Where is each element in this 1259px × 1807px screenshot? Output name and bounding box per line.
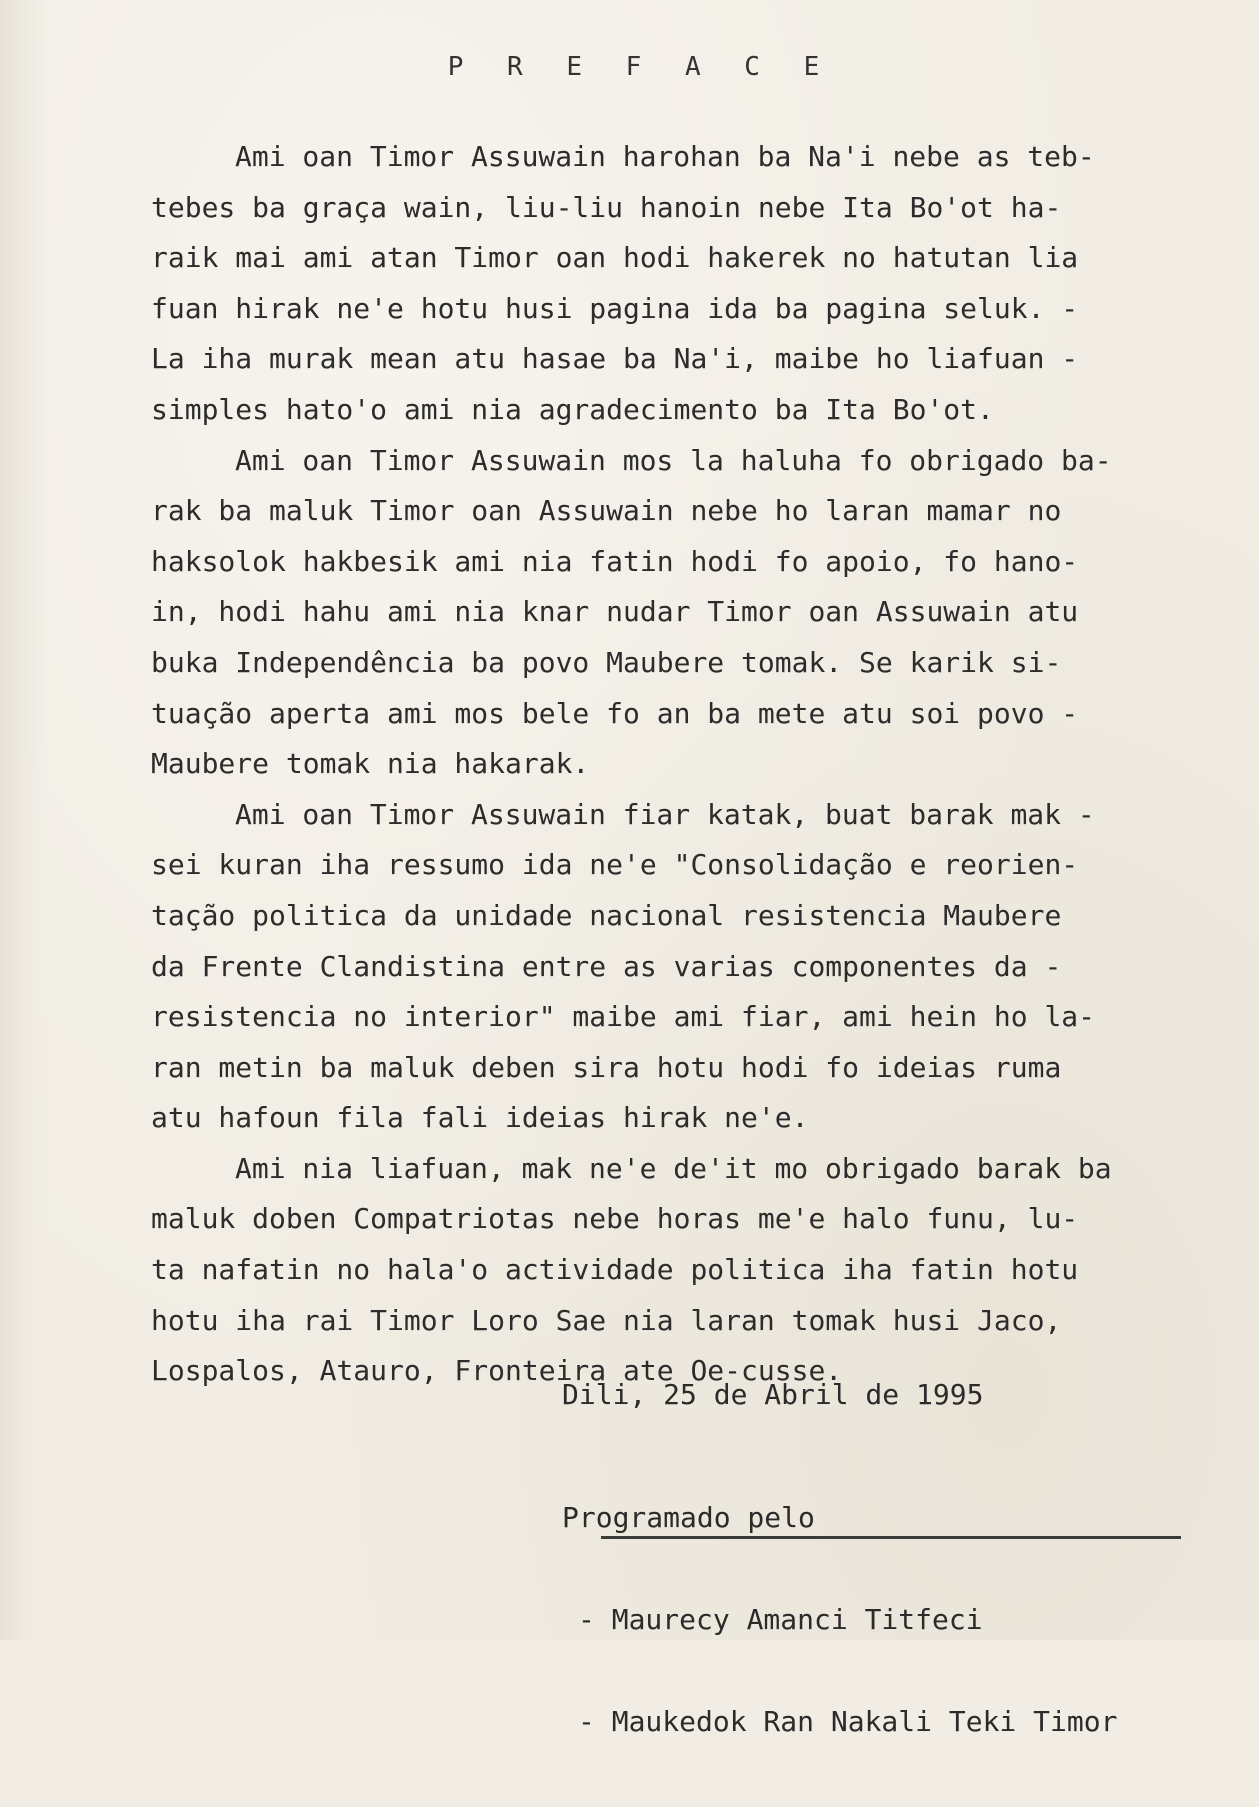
text-line: in, hodi hahu ami nia knar nudar Timor oan Assuwain atu [151, 595, 1079, 629]
text-line: haksolok hakbesik ami nia fatin hodi fo apoio, fo hano- [151, 544, 1079, 578]
signature-name: - Maukedok Ran Nakali Teki Timor [578, 1705, 1118, 1738]
document-body [151, 132, 1231, 1397]
text-line: da Frente Clandistina entre as varias componentes da - [151, 949, 1062, 983]
text-line: Ami nia liafuan, mak ne'e de'it mo obrigado barak ba [235, 1151, 1112, 1185]
text-line: buka Independência ba povo Maubere tomak. Se karik si- [151, 645, 1062, 679]
signature-programmed-by: Programado pelo [562, 1501, 815, 1534]
signature-underline [601, 1536, 1181, 1539]
page-left-edge [0, 0, 48, 1640]
signature-block [562, 1433, 1117, 1807]
text-line: tuação aperta ami mos bele fo an ba mete atu soi povo - [151, 696, 1079, 730]
text-line: tebes ba graça wain, liu-liu hanoin nebe Ita Bo'ot ha- [151, 190, 1062, 224]
signature-place-date: Dili, 25 de Abril de 1995 [562, 1378, 984, 1411]
text-line: Maubere tomak nia hakarak. [151, 747, 590, 781]
text-line: fuan hirak ne'e hotu husi pagina ida ba pagina seluk. - [151, 291, 1079, 325]
text-line: La iha murak mean atu hasae ba Na'i, maibe ho liafuan - [151, 342, 1079, 376]
text-line: sei kuran iha ressumo ida ne'e "Consolidação e reorien- [151, 848, 1079, 882]
text-line: tação politica da unidade nacional resistencia Maubere [151, 898, 1062, 932]
text-line: ran metin ba maluk deben sira hotu hodi fo ideias ruma [151, 1050, 1062, 1084]
text-line: Lospalos, Atauro, Fronteira ate Oe-cusse. [151, 1354, 843, 1388]
text-line: resistencia no interior" maibe ami fiar, ami hein ho la- [151, 1000, 1096, 1034]
text-line: raik mai ami atan Timor oan hodi hakerek no hatutan lia [151, 241, 1079, 275]
text-line: maluk doben Compatriotas nebe horas me'e halo funu, lu- [151, 1202, 1079, 1236]
text-line: Ami oan Timor Assuwain harohan ba Na'i nebe as teb- [235, 140, 1095, 173]
text-line: hotu iha rai Timor Loro Sae nia laran tomak husi Jaco, [151, 1303, 1062, 1337]
signature-name: - Maurecy Amanci Titfeci [578, 1603, 983, 1636]
text-line: Ami oan Timor Assuwain mos la haluha fo obrigado ba- [235, 443, 1112, 477]
text-line: rak ba maluk Timor oan Assuwain nebe ho laran mamar no [151, 494, 1062, 528]
text-line: Ami oan Timor Assuwain fiar katak, buat barak mak - [235, 797, 1095, 831]
text-line: ta nafatin no hala'o actividade politica iha fatin hotu [151, 1253, 1079, 1287]
text-line: simples hato'o ami nia agradecimento ba Ita Bo'ot. [151, 392, 994, 426]
page-title: P R E F A C E [447, 52, 834, 82]
text-line: atu hafoun fila fali ideias hirak ne'e. [151, 1101, 809, 1135]
